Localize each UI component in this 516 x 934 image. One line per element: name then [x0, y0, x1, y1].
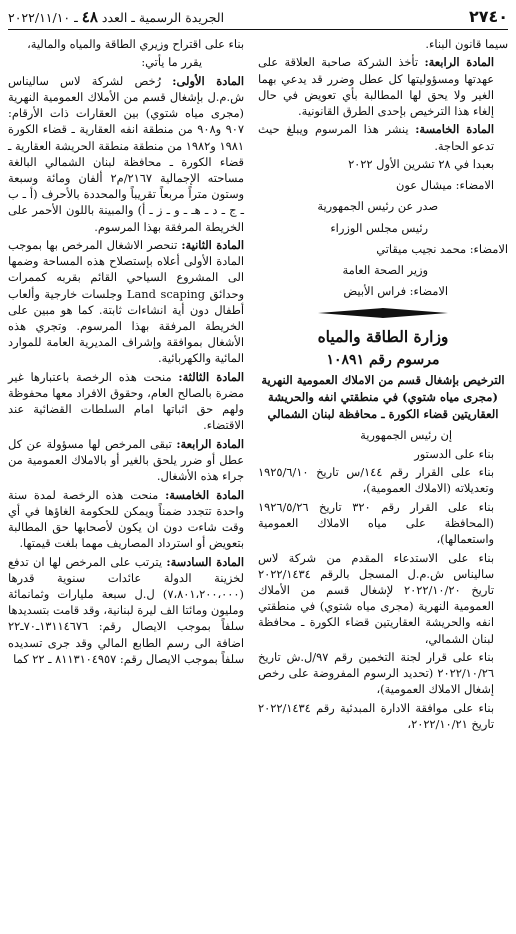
article-text: تنحصر الاشغال المرخص بها بموجب المادة الأولى أعلاه بإستصلاح هذه المساحة وضمها الى المشروع السياحي القائم بقربه كممرات وحدائق Land scaping وجلسات خارجية وألعاب أطفال دون أية انشاءات ثابتة. كما هو مبين على الخريطة المرفقة بهذا المرسوم. وتجري هذه الأشغال بموافقة وإشراف المديرية العامة للموارد المائية والكهربائية.	[8, 238, 245, 366]
issue-number: ٤٨	[81, 8, 98, 26]
signature-president: الامضاء: ميشال عون	[395, 178, 494, 193]
issued-by: صدر عن رئيس الجمهورية	[317, 199, 438, 214]
article-5	[8, 487, 258, 552]
gazette-name: الجريدة الرسمية ـ العدد	[101, 10, 225, 25]
signatures-block	[258, 156, 508, 299]
preamble-president: إن رئيس الجمهورية	[360, 428, 452, 443]
proposal-line: بناء على اقتراح وزيري الطاقة والمياه والمالية،	[27, 37, 244, 51]
preamble-item: بناء على قرار لجنة التخمين رقم ٩٧/ل.ش تاريخ ٢٠٢٢/١٠/٢٦ (تحديد الرسوم المفروضة على رخص إشغال الاملاك العمومية)،	[258, 649, 494, 697]
article-5	[258, 121, 508, 153]
article-text: منحت هذه الرخصة لمدة سنة واحدة تتجدد ضمناً ويمكن للحكومة الغاؤها في أي وقت شاءت دون ان يكون لأصحابها حق المطالبة بتعويض أو استرداد المصاريف مهما بلغت قيمتها.	[8, 487, 244, 551]
article-label: المادة الخامسة:	[415, 122, 494, 137]
decree-number: مرسوم رقم ١٠٨٩١	[326, 352, 440, 369]
signature-minister: الامضاء: فراس الأبيض	[343, 284, 448, 299]
divider-ornament-icon	[318, 307, 448, 319]
article-label: المادة الثالثة:	[178, 369, 244, 384]
article-text: منحت هذه الرخصة باعتبارها غير مضرة بالصالح العام، وحقوق الافراد معها محفوظة ولهم حق اثباتها امام السلطات القضائية عند الاقتضاء.	[8, 369, 244, 433]
article-6	[8, 554, 258, 667]
article-text: تأخذ الشركة صاحبة العلاقة على عهدتها ومسؤوليتها كل عطل وضرر قد يدعي بهما الغير ولا يحق لها المطالبة بأي تعويض في حال إلغاء هذا الترخيص بإحدى الطرق القانونية.	[258, 55, 494, 118]
article-text: تبقى المرخص لها مسؤولة عن كل عطل أو ضرر يلحق بالغير أو بالاملاك العمومية من جراء هذه الأشغال.	[8, 436, 244, 484]
page-header	[8, 6, 508, 30]
article-label: المادة الثانية:	[181, 238, 244, 252]
preamble-item: بناء على القرار رقم ١٤٤/س تاريخ ١٩٢٥/٦/١٠ وتعديلاته (الاملاك العمومية)،	[258, 465, 494, 496]
decree-subject: الترخيص بإشغال قسم من الاملاك العمومية النهرية (مجرى مياه شتوي) في منطقتي انفه والحريشة العقاريتين قضاء الكورة ـ محافظة لبنان الشمالي	[261, 373, 505, 422]
decides-line: يقرر ما يأتي:	[141, 55, 202, 70]
article-label: المادة الخامسة:	[165, 487, 245, 502]
article-3	[8, 369, 258, 434]
article-2	[8, 237, 258, 367]
signed-place-date: بعبدا في ٢٨ تشرين الأول ٢٠٢٢	[348, 156, 494, 171]
article-1	[8, 73, 258, 235]
article-text: يترتب على المرخص لها ان تدفع لخزينة الدولة عائدات سنوية قدرها (٧،٨٠١،٢٠٠،٠٠٠) ل.ل سبعة مليارات وثمانمائة ومليون ومائتا الف ليرة لبنانية، وقد قامت بتسديدها سلفاً بموجب الايصال رقم: ١٣١١٤٦٧٦ـ٧٠ـ٢٢ اضافة الى رسم الطابع المالي وقد جرى تسديده سلفاً بموجب الايصال رقم: ٨١١٣١٠٤٩٥٧ ـ ٢٢ كما	[8, 554, 244, 666]
article-label: المادة الرابعة:	[424, 55, 494, 70]
gazette-title	[8, 8, 224, 26]
continuation-text: سيما قانون البناء.	[425, 37, 508, 51]
issue-date: ـ ٢٠٢٢/١١/١٠	[8, 10, 78, 25]
preamble-item: بناء على موافقة الادارة المبدئية رقم ٢٠٢٢/١٤٣٤ تاريخ ٢٠٢٢/١٠/٢١،	[258, 700, 494, 731]
section-divider	[258, 304, 508, 322]
article-label: المادة السادسة:	[166, 554, 244, 569]
pm-title: رئيس مجلس الوزراء	[330, 220, 428, 235]
article-text: رُخص لشركة لاس ساليناس ش.م.ل بإشغال قسم من الأملاك العمومية النهرية (مجرى مياه شتوي) بين العقارات ذات الأرقام: ٩٠٧ و٩٠٨ من منطقة انفه العقارية ـ قضاء الكورة ١٩٨١ و١٩٨٢ من منطقة منطقة الحريشة العقارية ـ قضاء الكورة ـ محافظة لبنان الشمالي البالغة مساحته الإجمالية ٢١٦٧/م٢ ألفان ومائة وسبعة وستون متراً مربعاً تقريباً والمحددة بالأحرف (أ ـ ب ـ ج ـ د ـ هـ ـ و ـ ز ـ أ) والمبينة باللون الأحمر على الخريطة المرفقة بهذا المرسوم.	[8, 73, 245, 234]
left-column	[8, 36, 258, 669]
ministry-name: وزارة الطاقة والمياه	[317, 327, 449, 347]
preamble-item: بناء على القرار رقم ٣٢٠ تاريخ ١٩٢٦/٥/٢٦ (المحافظة على مياه الاملاك العمومية واستعمالها)،	[258, 499, 495, 547]
page-number: ٢٧٤٠	[468, 7, 508, 26]
article-text: ينشر هذا المرسوم ويبلغ حيث تدعو الحاجة.	[258, 122, 494, 153]
article-label: المادة الرابعة:	[176, 436, 244, 451]
minister-title: وزير الصحة العامة	[342, 263, 428, 277]
signature-pm: الامضاء: محمد نجيب ميقاتي	[376, 241, 508, 256]
article-label: المادة الأولى:	[172, 73, 245, 88]
preamble-item: بناء على الاستدعاء المقدم من شركة لاس ساليناس ش.م.ل المسجل بالرقم ٢٠٢٢/١٤٣٤ تاريخ ٢٠٢٢/١٠/٢٠ لإشغال قسم من الأملاك العمومية النهرية (مجرى مياه شتوي) في منطقتي انفه والحريشة العقاريتين قضاء الكورة ـ محافظة لبنان الشمالي،	[258, 550, 494, 646]
preamble-constitution: بناء على الدستور	[414, 446, 494, 461]
article-4	[8, 436, 258, 485]
right-column	[258, 36, 508, 734]
article-4	[258, 54, 508, 119]
